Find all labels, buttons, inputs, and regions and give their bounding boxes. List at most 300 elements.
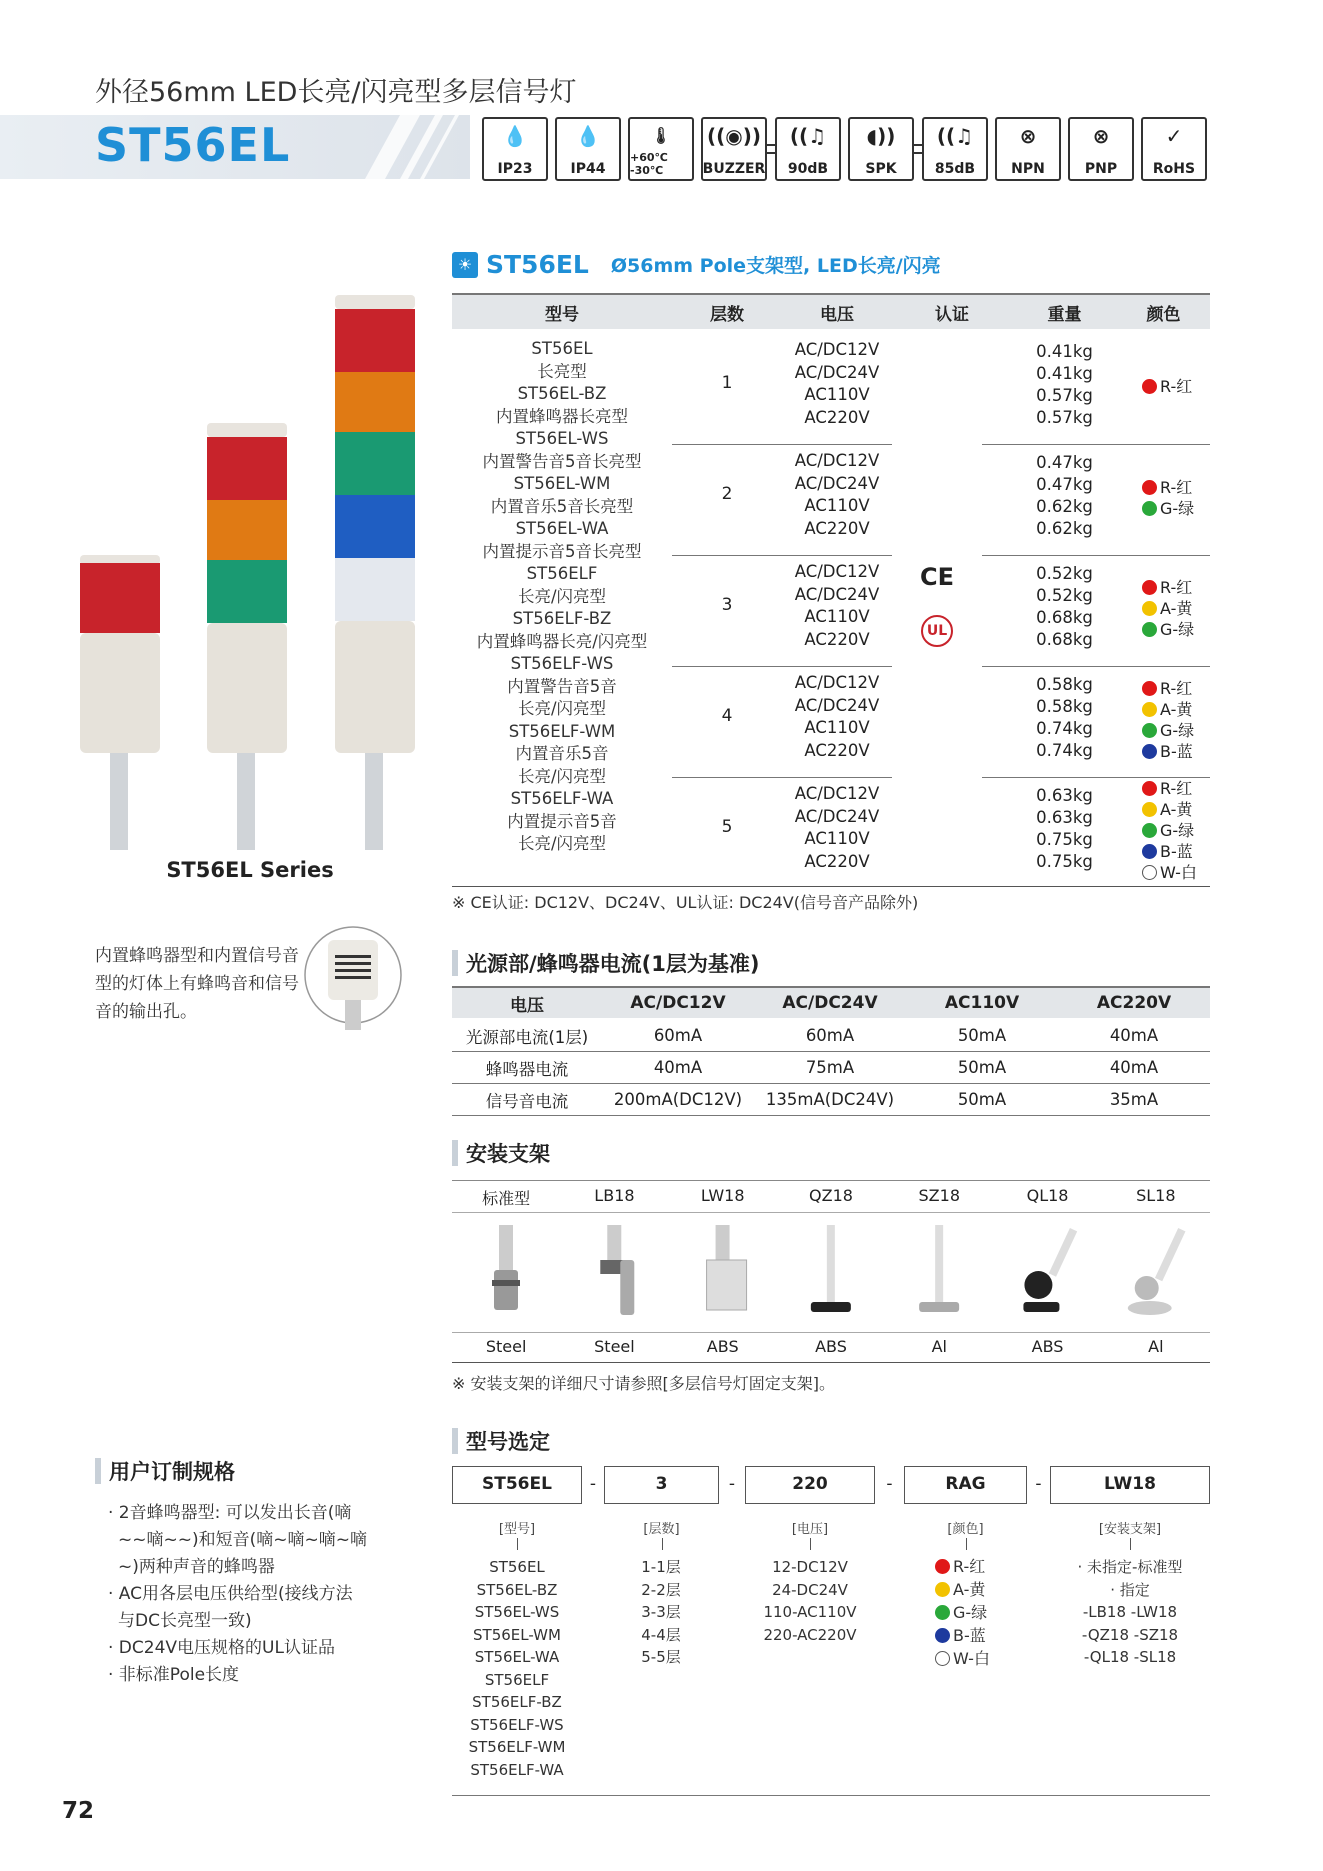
order-option: 2-2层 <box>641 1580 681 1599</box>
order-category: [层数] <box>643 1522 680 1537</box>
color-item <box>1142 619 1210 640</box>
order-color-item <box>935 1578 1035 1601</box>
color-item <box>1142 577 1210 598</box>
mount-footnote: ※ 安装支架的详细尺寸请参照[多层信号灯固定支架]。 <box>452 1374 835 1393</box>
order-tick <box>662 1538 663 1550</box>
color-label: R-红 <box>1160 678 1193 698</box>
mount-bracket-3 <box>707 1225 747 1310</box>
spec-header-cell: 型号 <box>545 304 579 325</box>
order-option: · 未指定-标准型 <box>1077 1558 1183 1576</box>
order-box: LW18 <box>1050 1466 1210 1504</box>
page-subtitle: 外径56mm LED长亮/闪亮型多层信号灯 <box>95 77 577 108</box>
order-color-list <box>935 1555 1035 1670</box>
current-section-title <box>452 948 759 978</box>
color-label: B-蓝 <box>953 1626 986 1645</box>
color-label: G-绿 <box>1160 620 1195 639</box>
mount-bottom <box>452 1362 1210 1363</box>
voltage: AC/DC24V <box>794 362 880 382</box>
series-label: ST56EL Series <box>166 858 334 882</box>
custom-list <box>108 1500 368 1689</box>
order-dash: - <box>728 1474 736 1494</box>
current-header-cell: 电压 <box>510 995 544 1016</box>
lamp-icon: ☀ <box>452 252 478 278</box>
spec-footnote: ※ CE认证: DC12V、DC24V、UL认证: DC24V(信号音产品除外) <box>452 893 919 912</box>
badge-label: +60℃ -30℃ <box>630 151 668 177</box>
model-name: 长亮/闪亮型 <box>517 834 607 853</box>
spec-header-cell: 重量 <box>1047 304 1082 325</box>
order-list <box>611 1556 711 1669</box>
weight-cell <box>1012 452 1117 540</box>
mount-type: SL18 <box>1136 1186 1176 1205</box>
model-name: ST56EL-WM <box>513 474 611 493</box>
spec-header-cell: 电压 <box>820 304 854 325</box>
color-item <box>1142 741 1210 762</box>
mount-type-row <box>452 1186 1210 1209</box>
badge-label: NPN <box>1011 161 1045 177</box>
color-item <box>1142 699 1210 720</box>
order-category: [型号] <box>498 1522 536 1537</box>
current-cell: 蜂鸣器电流 <box>485 1059 569 1079</box>
color-label: W-白 <box>953 1649 990 1668</box>
weight: 0.74kg <box>1036 719 1093 738</box>
color-label: R-红 <box>1160 779 1193 798</box>
weight-cell <box>1012 563 1117 651</box>
product-photo <box>75 295 435 855</box>
order-category: [颜色] <box>947 1522 984 1537</box>
voltage: AC/DC12V <box>794 673 880 692</box>
color-dot <box>1142 844 1157 859</box>
order-tick <box>966 1538 967 1550</box>
voltage: AC/DC12V <box>794 451 880 470</box>
order-color-item <box>935 1601 1035 1624</box>
spec-header-cell: 层数 <box>710 304 744 325</box>
current-header-cell: AC/DC12V <box>630 993 726 1013</box>
weight: 0.41kg <box>1036 342 1093 361</box>
npn-icon: ⊗ <box>1019 124 1037 148</box>
order-tick <box>810 1538 811 1550</box>
model-name: ST56EL-BZ <box>517 384 607 403</box>
current-cell: 50mA <box>957 1090 1007 1109</box>
badge-label: 85dB <box>934 161 976 177</box>
pnp-badge <box>1068 117 1134 181</box>
mount-material: Al <box>931 1337 947 1356</box>
color-label: A-黄 <box>1160 699 1193 719</box>
color-dot <box>935 1605 950 1620</box>
ul-mark: UL <box>921 615 953 647</box>
color-label: R-红 <box>953 1557 986 1576</box>
tier-cell: 1 <box>721 373 733 393</box>
mount-divider <box>452 1212 1210 1213</box>
tier-cell: 2 <box>721 484 733 504</box>
color-label: B-蓝 <box>1160 842 1193 861</box>
order-tick <box>1130 1538 1131 1550</box>
model-column <box>452 338 672 856</box>
order-option: 3-3层 <box>641 1603 681 1621</box>
color-cell <box>1117 678 1210 762</box>
feature-icons <box>482 117 1207 181</box>
color-label: R-红 <box>1160 578 1193 597</box>
voltage: AC/DC24V <box>794 695 880 715</box>
color-cell <box>1117 778 1210 883</box>
tier-cell: 5 <box>721 817 733 837</box>
color-label: R-红 <box>1160 377 1193 396</box>
color-dot <box>1142 702 1157 717</box>
model-name: 内置蜂鸣器长亮/闪亮型 <box>476 631 648 651</box>
current-cell: 35mA <box>1109 1090 1159 1109</box>
current-cell: 50mA <box>957 1026 1007 1045</box>
speaker-icon: ◖)) <box>866 124 896 148</box>
voltage: AC/DC12V <box>794 340 880 359</box>
mount-material: Al <box>1148 1337 1164 1356</box>
weight-cell <box>1012 785 1117 873</box>
icon-joiner <box>914 144 922 154</box>
color-dot <box>935 1559 950 1574</box>
badge-label: IP23 <box>497 161 533 177</box>
weight: 0.63kg <box>1036 786 1093 805</box>
order-option: 12-DC12V <box>772 1558 848 1576</box>
order-option: ST56ELF-WM <box>468 1738 566 1756</box>
order-option: 1-1层 <box>641 1558 681 1576</box>
rohs-icon: ✓ <box>1165 124 1183 148</box>
custom-title: 用户订制规格 <box>109 1460 235 1484</box>
color-dot <box>935 1628 950 1643</box>
order-list <box>452 1556 582 1781</box>
weight: 0.62kg <box>1036 497 1093 516</box>
buzzer-icon: ((◉)) <box>706 124 761 148</box>
custom-item: · DC24V电压规格的UL认证品 <box>108 1638 335 1658</box>
color-cell <box>1117 376 1210 397</box>
color-item <box>1142 720 1210 741</box>
mount-type: 标准型 <box>482 1189 531 1208</box>
order-tick <box>517 1538 518 1550</box>
row-divider <box>982 666 1210 667</box>
spec-title: ST56EL <box>486 250 589 279</box>
color-item <box>1142 841 1210 862</box>
spec-table-header <box>452 293 1210 329</box>
row-divider <box>672 444 892 445</box>
drops-icon: 💧 <box>502 124 528 148</box>
color-dot <box>1142 744 1157 759</box>
page-number: 72 <box>62 1798 95 1824</box>
weight: 0.47kg <box>1036 475 1093 494</box>
decorative-stripes <box>345 115 465 179</box>
color-cell <box>1117 477 1210 519</box>
model-name: ST56ELF <box>526 564 598 583</box>
npn-badge <box>995 117 1061 181</box>
order-option: ST56EL-BZ <box>476 1580 558 1599</box>
voltage: AC110V <box>804 607 870 626</box>
current-cell: 200mA(DC12V) <box>613 1090 743 1109</box>
ce-mark: CE <box>919 563 954 591</box>
order-dash: - <box>886 1474 893 1494</box>
weight: 0.57kg <box>1036 386 1093 405</box>
current-cell: 60mA <box>805 1026 855 1045</box>
order-option: ST56EL-WM <box>473 1625 561 1644</box>
tier-cell: 3 <box>721 595 733 615</box>
color-dot <box>1142 865 1157 880</box>
color-item <box>1142 598 1210 619</box>
row-divider <box>672 666 892 667</box>
mount-divider <box>452 1332 1210 1333</box>
tower-5-tier <box>335 295 415 850</box>
weight: 0.52kg <box>1036 586 1093 605</box>
model-name: ST56EL-WS <box>515 429 609 448</box>
voltage: AC110V <box>804 718 870 737</box>
color-label: A-黄 <box>1160 599 1193 618</box>
model-name: 内置提示音5音 <box>507 811 617 831</box>
mount-bracket-1 <box>492 1225 520 1310</box>
order-option: 110-AC110V <box>763 1603 857 1621</box>
color-item <box>1142 477 1210 498</box>
current-row <box>452 1052 1210 1084</box>
badge-label: SPK <box>865 161 897 177</box>
model-name: 内置音乐5音 <box>515 744 609 763</box>
order-option: 5-5层 <box>641 1648 681 1666</box>
page-title: ST56EL <box>95 118 291 172</box>
weight: 0.63kg <box>1036 808 1093 827</box>
custom-item: · 2音蜂鸣器型: 可以发出长音(嘀~~嘀~~)和短音(嘀~嘀~嘀~嘀~)两种声音的蜂鸣器 <box>108 1503 367 1577</box>
model-name: 长亮/闪亮型 <box>517 766 607 786</box>
spec-subtitle: Ø56mm Pole支架型, LED长亮/闪亮 <box>610 255 941 277</box>
custom-section-title <box>95 1456 235 1486</box>
badge-label: RoHS <box>1152 161 1196 177</box>
order-list <box>745 1556 875 1646</box>
model-name: ST56ELF-WA <box>510 789 614 808</box>
voltage-cell <box>782 783 892 873</box>
mount-material: ABS <box>1031 1337 1064 1356</box>
sound-icon: ((♫ <box>789 124 827 148</box>
pnp-icon: ⊗ <box>1092 124 1110 148</box>
order-color-item <box>935 1555 1035 1578</box>
buzzer-note: 内置蜂鸣器型和内置信号音型的灯体上有蜂鸣音和信号音的输出孔。 <box>95 946 299 1022</box>
color-dot <box>1142 781 1157 796</box>
buzzer-hole-photo <box>303 925 403 1035</box>
voltage: AC/DC12V <box>794 562 880 581</box>
order-color-item <box>935 1647 1035 1670</box>
tower-1-tier <box>80 555 160 850</box>
model-name: ST56ELF-BZ <box>512 609 612 628</box>
voltage-cell <box>782 561 892 651</box>
color-dot <box>1142 723 1157 738</box>
weight: 0.74kg <box>1036 741 1093 760</box>
weight: 0.58kg <box>1036 697 1093 716</box>
sound-icon: ((♫ <box>936 124 974 148</box>
order-option: -QZ18 -SZ18 <box>1081 1625 1179 1644</box>
current-row <box>452 1020 1210 1052</box>
mount-bracket-4 <box>811 1225 851 1312</box>
thermometer-icon: 🌡 <box>650 126 672 145</box>
badge-label: PNP <box>1084 161 1118 177</box>
order-box: ST56EL <box>452 1466 582 1504</box>
order-option: -QL18 -SL18 <box>1083 1648 1177 1666</box>
order-box: RAG <box>904 1466 1027 1504</box>
voltage: AC/DC24V <box>794 584 880 604</box>
table-bottom-line <box>452 886 1210 887</box>
mount-type: SZ18 <box>918 1186 960 1205</box>
order-category: [电压] <box>791 1522 829 1537</box>
voltage: AC220V <box>804 851 870 871</box>
model-name: 内置蜂鸣器长亮型 <box>496 406 628 426</box>
tower-3-tier <box>207 423 287 850</box>
color-item <box>1142 498 1210 519</box>
color-dot <box>1142 601 1157 616</box>
badge-label: 90dB <box>787 161 829 177</box>
weight: 0.41kg <box>1036 364 1093 383</box>
order-option: 220-AC220V <box>763 1625 857 1644</box>
order-box: 3 <box>604 1466 719 1504</box>
voltage: AC/DC24V <box>794 473 880 493</box>
color-label: G-绿 <box>1160 498 1195 518</box>
current-cell: 40mA <box>653 1058 703 1077</box>
color-item <box>1142 820 1210 841</box>
mount-material: ABS <box>706 1337 739 1356</box>
order-option: 24-DC24V <box>772 1580 848 1599</box>
color-dot <box>1142 480 1157 495</box>
order-option: -LB18 -LW18 <box>1082 1603 1178 1621</box>
sound-badge <box>775 117 841 181</box>
weight: 0.75kg <box>1036 852 1093 871</box>
row-divider <box>982 444 1210 445</box>
order-list <box>1045 1556 1215 1669</box>
weight: 0.58kg <box>1036 675 1093 694</box>
weight: 0.52kg <box>1036 564 1093 583</box>
color-label: A-黄 <box>953 1580 986 1599</box>
order-option: 4-4层 <box>641 1625 681 1644</box>
model-name: 内置音乐5音长亮型 <box>490 496 634 516</box>
mount-type: LW18 <box>700 1186 745 1205</box>
spec-header-cell: 颜色 <box>1146 304 1181 325</box>
current-title: 光源部/蜂鸣器电流(1层为基准) <box>466 952 760 976</box>
voltage: AC220V <box>804 740 870 760</box>
sound-badge <box>922 117 988 181</box>
current-header-cell: AC110V <box>944 993 1020 1013</box>
order-option: ST56ELF-WA <box>470 1760 564 1779</box>
order-option: · 指定 <box>1110 1580 1150 1599</box>
voltage-cell <box>782 339 892 429</box>
color-dot <box>1142 580 1157 595</box>
voltage-cell <box>782 672 892 762</box>
order-dash: - <box>589 1474 597 1494</box>
color-dot <box>1142 622 1157 637</box>
badge-label: BUZZER <box>702 161 766 177</box>
voltage: AC110V <box>804 385 870 404</box>
weight: 0.75kg <box>1036 830 1093 849</box>
order-category: [安装支架] <box>1098 1522 1162 1537</box>
model-name: ST56ELF-WM <box>508 721 616 741</box>
mount-bracket-5 <box>919 1225 959 1312</box>
voltage: AC220V <box>804 518 870 538</box>
speaker-badge <box>848 117 914 181</box>
order-option: ST56EL-WS <box>474 1603 560 1621</box>
color-dot <box>1142 681 1157 696</box>
color-dot <box>1142 802 1157 817</box>
mount-type: QZ18 <box>809 1186 853 1205</box>
row-divider <box>672 777 892 778</box>
mount-title: 安装支架 <box>466 1142 550 1166</box>
custom-item: · AC用各层电压供给型(接线方法与DC长亮型一致) <box>108 1584 353 1631</box>
order-option: ST56ELF-BZ <box>472 1693 562 1711</box>
order-dash: - <box>1035 1474 1042 1494</box>
color-item <box>1142 778 1210 799</box>
mount-type: QL18 <box>1026 1186 1069 1205</box>
model-name: ST56EL <box>531 339 593 358</box>
order-box: 220 <box>745 1466 875 1504</box>
buzzer-badge <box>701 117 767 181</box>
order-option: ST56ELF <box>484 1670 550 1689</box>
color-label: W-白 <box>1160 863 1197 882</box>
tier-cell: 4 <box>721 706 733 726</box>
voltage: AC220V <box>804 407 870 427</box>
rohs-badge <box>1141 117 1207 181</box>
voltage: AC110V <box>804 829 870 848</box>
current-cell: 50mA <box>957 1058 1007 1077</box>
row-divider <box>982 555 1210 556</box>
weight-cell <box>1012 341 1117 429</box>
order-color-item <box>935 1624 1035 1647</box>
color-label: G-绿 <box>1160 821 1195 840</box>
model-name: ST56ELF-WS <box>510 654 614 673</box>
color-label: G-绿 <box>953 1603 988 1622</box>
color-label: A-黄 <box>1160 800 1193 819</box>
current-header <box>452 986 1210 1018</box>
voltage: AC220V <box>804 629 870 649</box>
current-cell: 光源部电流(1层) <box>465 1027 589 1047</box>
custom-item: · 非标准Pole长度 <box>108 1665 240 1685</box>
weight-cell <box>1012 674 1117 762</box>
order-option: ST56EL-WA <box>474 1648 560 1666</box>
drops-badge <box>482 117 548 181</box>
order-title: 型号选定 <box>466 1430 550 1454</box>
color-dot <box>1142 501 1157 516</box>
spec-header <box>452 250 941 279</box>
model-name: 内置警告音5音长亮型 <box>482 451 642 471</box>
current-cell: 40mA <box>1109 1026 1159 1045</box>
badge-label: IP44 <box>570 161 606 177</box>
color-item <box>1142 862 1210 883</box>
model-name: 长亮型 <box>537 361 587 381</box>
color-dot <box>935 1582 950 1597</box>
voltage: AC/DC12V <box>794 784 880 803</box>
voltage: AC/DC24V <box>794 806 880 826</box>
color-cell <box>1117 577 1210 640</box>
color-label: R-红 <box>1160 477 1193 497</box>
color-dot <box>935 1651 950 1666</box>
color-item <box>1142 678 1210 699</box>
order-option: ST56ELF-WS <box>470 1715 564 1734</box>
current-header-cell: AC/DC24V <box>782 993 878 1013</box>
model-name: ST56EL-WA <box>515 519 609 538</box>
mount-material: Steel <box>485 1337 527 1356</box>
current-cell: 信号音电流 <box>485 1091 569 1111</box>
weight: 0.47kg <box>1036 453 1093 472</box>
mount-material: Steel <box>594 1337 635 1356</box>
drops-icon: 💧 <box>575 124 601 148</box>
order-section-title <box>452 1426 550 1456</box>
row-divider <box>672 555 892 556</box>
voltage: AC110V <box>804 496 870 515</box>
mount-type: LB18 <box>594 1186 635 1205</box>
current-cell: 40mA <box>1109 1058 1159 1077</box>
model-name: 长亮/闪亮型 <box>517 586 607 606</box>
color-dot <box>1142 823 1157 838</box>
current-cell: 60mA <box>653 1026 703 1045</box>
model-name: 内置提示音5音长亮型 <box>482 541 642 561</box>
mount-material: ABS <box>815 1337 847 1356</box>
mount-section-title <box>452 1138 550 1168</box>
color-dot <box>1142 379 1157 394</box>
thermometer-badge <box>628 117 694 181</box>
drops-badge <box>555 117 621 181</box>
